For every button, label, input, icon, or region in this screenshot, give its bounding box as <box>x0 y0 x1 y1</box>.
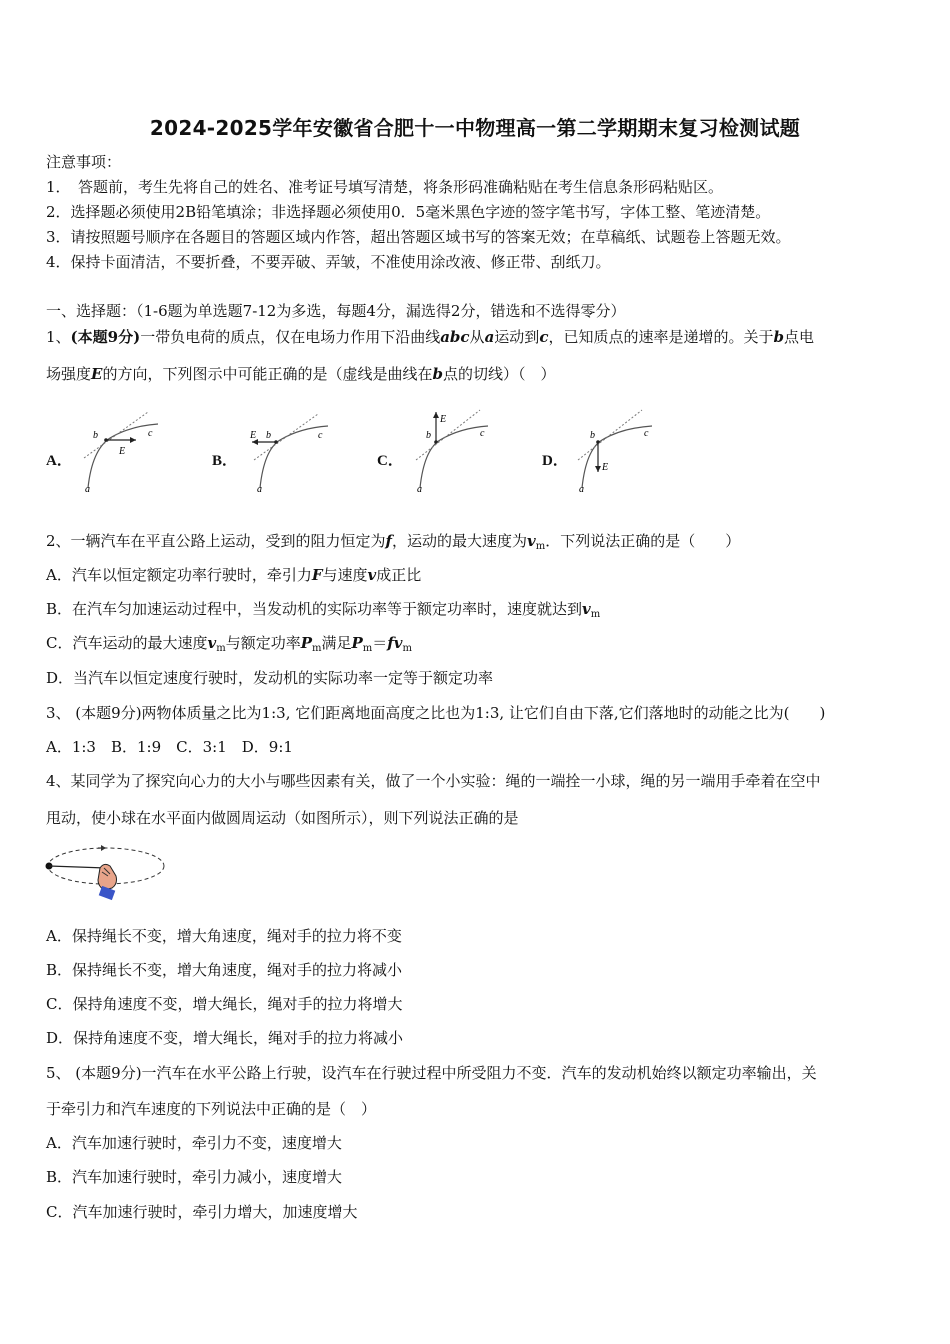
q1-option-b-label: B． <box>212 453 238 469</box>
q5-option-c: C．汽车加速行驶时，牵引力增大，加速度增大 <box>46 1203 358 1221</box>
fig-label-c: c <box>318 430 323 441</box>
notice-item-1: 1． 答题前，考生先将自己的姓名、准考证号填写清楚，将条形码准确粘贴在考生信息条形码粘贴区。 <box>46 178 724 196</box>
q4-option-a: A．保持绳长不变，增大角速度，绳对手的拉力将不变 <box>46 927 402 945</box>
fig-label-E: E <box>440 414 447 425</box>
q1-line-1 <box>46 327 814 347</box>
page-title: 2024-2025学年安徽省合肥十一中物理高一第二学期期末复习检测试题 <box>149 116 801 140</box>
notice-heading: 注意事项： <box>46 153 122 171</box>
q2-option-a <box>46 565 421 585</box>
fig-label-c: c <box>480 428 485 439</box>
q4-option-c: C．保持角速度不变，增大绳长，绳对手的拉力将增大 <box>46 995 403 1013</box>
q2-var-v: v <box>527 532 536 550</box>
q1-text: 场强度 <box>46 365 92 383</box>
q2-var-F: F <box>311 566 323 584</box>
fig-label-a: a <box>417 484 422 495</box>
fig-label-b: b <box>266 430 271 441</box>
q3-stem: 3、 (本题9分)两物体质量之比为1:3, 它们距离地面高度之比也为1:3, 让它们自由下落,它们落地时的动能之比为( ) <box>46 704 826 722</box>
q4-option-d: D．保持角速度不变，增大绳长，绳对手的拉力将减小 <box>46 1029 404 1047</box>
q1-var-E: E <box>91 365 103 383</box>
q2-text: ．下列说法正确的是（ ） <box>545 532 741 550</box>
q2-text: C．汽车运动的最大速度 <box>46 634 208 652</box>
q1-option-d-label: D． <box>542 453 568 469</box>
q2-var-P: P <box>300 634 312 652</box>
q5-option-a: A．汽车加速行驶时，牵引力不变，速度增大 <box>46 1134 342 1152</box>
q1-figure-a <box>70 400 170 495</box>
notice-item-2: 2．选择题必须使用2B铅笔填涂；非选择题必须使用0．5毫米黑色字迹的签字笔书写，字体工整、笔迹清楚。 <box>46 203 771 221</box>
q1-score: (本题9分) <box>70 328 141 346</box>
q1-text: 点的切线）（ ） <box>442 365 556 383</box>
fig-label-a: a <box>257 484 262 495</box>
fig-label-c: c <box>644 428 649 439</box>
q2-sub-m: m <box>311 643 322 654</box>
q1-var-a: a <box>484 328 495 346</box>
fig-label-E: E <box>602 462 609 473</box>
q1-figure-d <box>568 400 668 495</box>
q4-line-2: 甩动，使小球在水平面内做圆周运动（如图所示），则下列说法正确的是 <box>46 809 519 827</box>
q2-var-v: v <box>367 566 377 584</box>
q2-option-b <box>46 599 600 625</box>
q2-sub-m: m <box>216 643 226 654</box>
q2-text: 与速度 <box>322 566 368 584</box>
q5-line-1: 5、 (本题9分)一汽车在水平公路上行驶，设汽车在行驶过程中所受阻力不变．汽车的发动机始终以额定功率输出，关 <box>46 1064 817 1082</box>
q2-text: B．在汽车匀加速运动过程中，当发动机的实际功率等于额定功率时，速度就达到 <box>46 600 583 618</box>
q2-sub-m: m <box>402 643 412 654</box>
q2-text: ＝ <box>372 634 388 652</box>
notice-item-4: 4．保持卡面清洁，不要折叠，不要弄破、弄皱，不准使用涂改液、修正带、刮纸刀。 <box>46 253 611 271</box>
q2-var-v: v <box>207 634 217 652</box>
q2-sub-m: m <box>535 541 546 552</box>
q1-var-abc: abc <box>440 328 470 346</box>
q2-option-d: D．当汽车以恒定速度行驶时，发动机的实际功率一定等于额定功率 <box>46 669 494 687</box>
q5-option-b: B．汽车加速行驶时，牵引力减小，速度增大 <box>46 1168 343 1186</box>
q1-option-a-label: A． <box>46 453 72 469</box>
q4-figure-circular-motion <box>40 838 170 910</box>
q1-option-c-label: C． <box>377 453 403 469</box>
q4-line-1: 4、某同学为了探究向心力的大小与哪些因素有关，做了一个小实验：绳的一端拴一小球，绳的另一端用手牵着在空中 <box>46 772 821 790</box>
q2-text: ，运动的最大速度为 <box>392 532 528 550</box>
q1-text: 的方向，下列图示中可能正确的是（虚线是曲线在 <box>102 365 433 383</box>
q2-text: 2、一辆汽车在平直公路上运动，受到的阻力恒定为 <box>46 532 386 550</box>
q1-figure-c <box>408 400 508 495</box>
q2-var-v: v <box>582 600 591 618</box>
q2-var-f: f <box>387 634 394 652</box>
q2-stem <box>46 531 740 557</box>
fig-label-b: b <box>426 430 431 441</box>
q5-line-2: 于牵引力和汽车速度的下列说法中正确的是（ ） <box>46 1100 377 1118</box>
q1-text: 点电 <box>783 328 814 346</box>
q2-var-P: P <box>351 634 363 652</box>
q2-sub-m: m <box>590 609 601 620</box>
q2-sub-m: m <box>362 643 373 654</box>
fig-label-b: b <box>93 430 98 441</box>
q1-text: 运动到 <box>494 328 540 346</box>
q2-text: 满足 <box>321 634 352 652</box>
fig-label-c: c <box>148 428 153 439</box>
section-heading: 一、选择题：（1-6题为单选题7-12为多选，每题4分，漏选得2分，错选和不选得零分） <box>46 302 626 320</box>
q1-text: ，已知质点的速率是递增的。关于 <box>548 328 774 346</box>
q1-number: 1、 <box>46 328 71 346</box>
q3-options: A．1:3 B．1:9 C．3:1 D．9:1 <box>46 738 293 756</box>
q1-figure-b <box>240 400 340 495</box>
q2-text: A．汽车以恒定额定功率行驶时，牵引力 <box>46 566 312 584</box>
q2-text: 与额定功率 <box>225 634 301 652</box>
fig-label-b: b <box>590 430 595 441</box>
q1-var-b: b <box>773 328 784 346</box>
fig-label-E: E <box>250 430 257 441</box>
fig-label-E: E <box>119 446 126 457</box>
q2-option-c <box>46 633 412 659</box>
q2-var-f: f <box>385 532 392 550</box>
q2-text: 成正比 <box>376 566 422 584</box>
notice-item-3: 3．请按照题号顺序在各题目的答题区域内作答，超出答题区域书写的答案无效；在草稿纸、试题卷上答题无效。 <box>46 228 791 246</box>
q1-line-2 <box>46 364 555 384</box>
q1-var-c: c <box>539 328 549 346</box>
q1-text: 从 <box>469 328 485 346</box>
q1-var-b: b <box>432 365 443 383</box>
q2-var-v: v <box>393 634 403 652</box>
fig-label-a: a <box>579 484 584 495</box>
q1-text: 一带负电荷的质点，仅在电场力作用下沿曲线 <box>140 328 441 346</box>
fig-label-a: a <box>85 484 90 495</box>
q4-option-b: B．保持绳长不变，增大角速度，绳对手的拉力将减小 <box>46 961 403 979</box>
